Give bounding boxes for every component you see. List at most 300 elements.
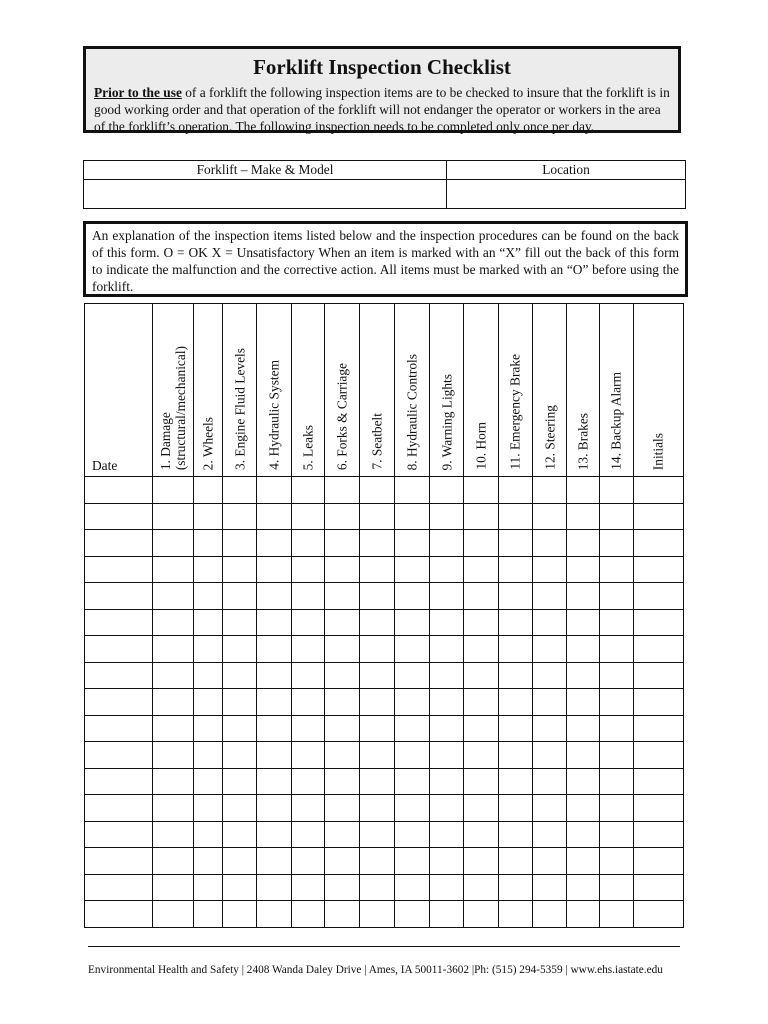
check-cell[interactable] [430,662,464,689]
check-cell[interactable] [498,636,532,663]
check-cell[interactable] [222,742,256,769]
check-cell[interactable] [567,662,600,689]
check-cell[interactable] [532,768,566,795]
check-cell[interactable] [430,556,464,583]
check-cell[interactable] [567,901,600,928]
check-cell[interactable] [430,609,464,636]
check-cell[interactable] [395,715,430,742]
check-cell[interactable] [257,609,292,636]
check-cell[interactable] [324,742,359,769]
check-cell[interactable] [430,689,464,716]
check-cell[interactable] [153,795,193,822]
check-cell[interactable] [222,636,256,663]
check-cell[interactable] [222,662,256,689]
check-cell[interactable] [324,795,359,822]
date-cell[interactable] [85,821,153,848]
date-cell[interactable] [85,662,153,689]
checklist-row [85,768,684,795]
date-cell[interactable] [85,477,153,504]
check-cell[interactable] [464,874,498,901]
check-cell[interactable] [395,662,430,689]
check-cell[interactable] [464,477,498,504]
check-cell[interactable] [430,795,464,822]
check-cell[interactable] [324,636,359,663]
check-cell[interactable] [324,530,359,557]
check-cell[interactable] [430,477,464,504]
check-cell[interactable] [193,768,222,795]
check-cell[interactable] [292,662,324,689]
check-cell[interactable] [395,609,430,636]
check-cell[interactable] [395,689,430,716]
check-cell[interactable] [464,848,498,875]
date-cell[interactable] [85,689,153,716]
check-cell[interactable] [567,848,600,875]
check-cell[interactable] [222,556,256,583]
check-cell[interactable] [633,689,683,716]
location-label: Location [447,161,686,180]
check-cell[interactable] [222,609,256,636]
column-header [292,304,324,477]
check-cell[interactable] [567,477,600,504]
check-cell[interactable] [153,583,193,610]
date-cell[interactable] [85,583,153,610]
check-cell[interactable] [324,874,359,901]
check-cell[interactable] [567,795,600,822]
check-cell[interactable] [359,636,394,663]
check-cell[interactable] [567,556,600,583]
check-cell[interactable] [257,821,292,848]
check-cell[interactable] [222,768,256,795]
column-header [324,304,359,477]
check-cell[interactable] [359,768,394,795]
date-cell[interactable] [85,556,153,583]
footer-divider [88,946,680,947]
check-cell[interactable] [395,556,430,583]
check-cell[interactable] [498,503,532,530]
check-cell[interactable] [395,503,430,530]
check-cell[interactable] [532,901,566,928]
check-cell[interactable] [464,636,498,663]
check-cell[interactable] [532,821,566,848]
check-cell[interactable] [193,636,222,663]
footer-contact: Environmental Health and Safety | 2408 Wanda Daley Drive | Ames, IA 50011-3602 |Ph: (515) 294-5359 | www.ehs.iastate.edu [88,964,663,976]
check-cell[interactable] [359,477,394,504]
check-cell[interactable] [633,556,683,583]
check-cell[interactable] [359,715,394,742]
check-cell[interactable] [222,715,256,742]
check-cell[interactable] [600,609,633,636]
date-cell[interactable] [85,715,153,742]
check-cell[interactable] [633,503,683,530]
check-cell[interactable] [193,503,222,530]
check-cell[interactable] [532,848,566,875]
check-cell[interactable] [464,715,498,742]
check-cell[interactable] [532,530,566,557]
check-cell[interactable] [600,742,633,769]
column-header [359,304,394,477]
check-cell[interactable] [464,503,498,530]
check-cell[interactable] [600,477,633,504]
check-cell[interactable] [498,477,532,504]
check-cell[interactable] [532,662,566,689]
date-cell[interactable] [85,609,153,636]
check-cell[interactable] [633,742,683,769]
check-cell[interactable] [324,609,359,636]
check-cell[interactable] [153,768,193,795]
check-cell[interactable] [567,742,600,769]
check-cell[interactable] [430,901,464,928]
check-cell[interactable] [633,530,683,557]
check-cell[interactable] [222,530,256,557]
check-cell[interactable] [222,583,256,610]
column-header-label: 3. Engine Fluid Levels [232,348,248,470]
check-cell[interactable] [633,609,683,636]
check-cell[interactable] [359,874,394,901]
column-header [395,304,430,477]
check-cell[interactable] [257,556,292,583]
check-cell[interactable] [600,556,633,583]
check-cell[interactable] [257,503,292,530]
check-cell[interactable] [324,583,359,610]
check-cell[interactable] [430,715,464,742]
check-cell[interactable] [633,636,683,663]
check-cell[interactable] [153,848,193,875]
intro-text: of a forklift the following inspection items are to be checked to insure that the forklift is in good working order and that operation of the forklift will not endanger the operator or workers in the area of the forklift’s operation. The following inspection needs to be completed only once per day. [94,85,670,134]
check-cell[interactable] [222,874,256,901]
check-cell[interactable] [567,503,600,530]
check-cell[interactable] [292,477,324,504]
check-cell[interactable] [257,768,292,795]
check-cell[interactable] [498,874,532,901]
check-cell[interactable] [359,742,394,769]
check-cell[interactable] [153,636,193,663]
check-cell[interactable] [257,795,292,822]
check-cell[interactable] [567,689,600,716]
check-cell[interactable] [222,503,256,530]
check-cell[interactable] [193,662,222,689]
check-cell[interactable] [600,636,633,663]
column-header [600,304,633,477]
check-cell[interactable] [153,874,193,901]
check-cell[interactable] [257,715,292,742]
checklist-row [85,530,684,557]
check-cell[interactable] [498,742,532,769]
date-cell[interactable] [85,768,153,795]
date-cell[interactable] [85,848,153,875]
check-cell[interactable] [633,715,683,742]
check-cell[interactable] [257,901,292,928]
check-cell[interactable] [324,503,359,530]
check-cell[interactable] [567,715,600,742]
check-cell[interactable] [257,848,292,875]
check-cell[interactable] [633,583,683,610]
check-cell[interactable] [430,848,464,875]
check-cell[interactable] [395,821,430,848]
check-cell[interactable] [600,583,633,610]
check-cell[interactable] [324,901,359,928]
check-cell[interactable] [257,689,292,716]
check-cell[interactable] [359,583,394,610]
check-cell[interactable] [324,715,359,742]
check-cell[interactable] [257,583,292,610]
check-cell[interactable] [193,901,222,928]
check-cell[interactable] [532,556,566,583]
date-cell[interactable] [85,503,153,530]
column-header-label: 2. Wheels [200,416,216,470]
check-cell[interactable] [532,503,566,530]
check-cell[interactable] [600,795,633,822]
check-cell[interactable] [464,821,498,848]
check-cell[interactable] [633,768,683,795]
check-cell[interactable] [600,715,633,742]
check-cell[interactable] [498,556,532,583]
check-cell[interactable] [153,689,193,716]
check-cell[interactable] [395,636,430,663]
check-cell[interactable] [193,556,222,583]
forklift-info-table [83,160,686,209]
check-cell[interactable] [193,530,222,557]
check-cell[interactable] [567,583,600,610]
check-cell[interactable] [222,477,256,504]
check-cell[interactable] [257,742,292,769]
check-cell[interactable] [395,530,430,557]
check-cell[interactable] [153,556,193,583]
check-cell[interactable] [633,901,683,928]
check-cell[interactable] [395,848,430,875]
check-cell[interactable] [153,742,193,769]
column-header [153,304,193,477]
check-cell[interactable] [292,848,324,875]
check-cell[interactable] [532,742,566,769]
checklist-row [85,662,684,689]
column-header-label: 12. Steering [542,405,558,470]
check-cell[interactable] [359,530,394,557]
check-cell[interactable] [498,689,532,716]
check-cell[interactable] [464,742,498,769]
check-cell[interactable] [292,689,324,716]
check-cell[interactable] [567,821,600,848]
check-cell[interactable] [359,901,394,928]
check-cell[interactable] [359,821,394,848]
check-cell[interactable] [359,503,394,530]
check-cell[interactable] [257,662,292,689]
location-field[interactable] [447,180,686,209]
check-cell[interactable] [498,530,532,557]
check-cell[interactable] [292,768,324,795]
check-cell[interactable] [193,609,222,636]
check-cell[interactable] [222,848,256,875]
check-cell[interactable] [532,715,566,742]
check-cell[interactable] [193,742,222,769]
check-cell[interactable] [292,742,324,769]
check-cell[interactable] [567,530,600,557]
check-cell[interactable] [359,556,394,583]
check-cell[interactable] [292,609,324,636]
check-cell[interactable] [633,795,683,822]
check-cell[interactable] [498,583,532,610]
check-cell[interactable] [292,556,324,583]
check-cell[interactable] [193,874,222,901]
check-cell[interactable] [567,636,600,663]
check-cell[interactable] [633,477,683,504]
check-cell[interactable] [395,795,430,822]
check-cell[interactable] [567,874,600,901]
check-cell[interactable] [395,583,430,610]
check-cell[interactable] [292,636,324,663]
check-cell[interactable] [193,583,222,610]
make-model-field[interactable] [84,180,447,209]
check-cell[interactable] [292,530,324,557]
check-cell[interactable] [292,583,324,610]
check-cell[interactable] [567,609,600,636]
check-cell[interactable] [395,742,430,769]
check-cell[interactable] [430,636,464,663]
check-cell[interactable] [633,874,683,901]
checklist-row [85,556,684,583]
check-cell[interactable] [292,795,324,822]
check-cell[interactable] [532,583,566,610]
check-cell[interactable] [395,477,430,504]
check-cell[interactable] [395,874,430,901]
check-cell[interactable] [600,662,633,689]
check-cell[interactable] [532,795,566,822]
check-cell[interactable] [430,583,464,610]
check-cell[interactable] [464,609,498,636]
date-cell[interactable] [85,742,153,769]
check-cell[interactable] [600,848,633,875]
check-cell[interactable] [359,689,394,716]
check-cell[interactable] [498,768,532,795]
check-cell[interactable] [292,821,324,848]
check-cell[interactable] [359,609,394,636]
check-cell[interactable] [395,768,430,795]
check-cell[interactable] [532,874,566,901]
check-cell[interactable] [464,901,498,928]
check-cell[interactable] [498,662,532,689]
check-cell[interactable] [498,848,532,875]
check-cell[interactable] [292,901,324,928]
date-cell[interactable] [85,874,153,901]
check-cell[interactable] [600,689,633,716]
check-cell[interactable] [600,768,633,795]
check-cell[interactable] [498,795,532,822]
check-cell[interactable] [532,477,566,504]
check-cell[interactable] [153,901,193,928]
check-cell[interactable] [324,768,359,795]
check-cell[interactable] [532,689,566,716]
date-cell[interactable] [85,901,153,928]
check-cell[interactable] [532,636,566,663]
check-cell[interactable] [633,662,683,689]
check-cell[interactable] [324,477,359,504]
checklist-row [85,848,684,875]
check-cell[interactable] [498,715,532,742]
check-cell[interactable] [359,795,394,822]
checklist-row [85,901,684,928]
check-cell[interactable] [430,530,464,557]
check-cell[interactable] [324,848,359,875]
check-cell[interactable] [292,503,324,530]
check-cell[interactable] [193,477,222,504]
check-cell[interactable] [257,874,292,901]
check-cell[interactable] [464,768,498,795]
check-cell[interactable] [464,662,498,689]
check-cell[interactable] [430,821,464,848]
check-cell[interactable] [633,821,683,848]
check-cell[interactable] [430,874,464,901]
check-cell[interactable] [600,874,633,901]
check-cell[interactable] [193,848,222,875]
check-cell[interactable] [600,901,633,928]
check-cell[interactable] [464,689,498,716]
check-cell[interactable] [153,662,193,689]
check-cell[interactable] [153,715,193,742]
date-cell[interactable] [85,795,153,822]
check-cell[interactable] [153,530,193,557]
check-cell[interactable] [359,848,394,875]
check-cell[interactable] [464,583,498,610]
check-cell[interactable] [600,503,633,530]
check-cell[interactable] [324,556,359,583]
column-header [193,304,222,477]
check-cell[interactable] [153,477,193,504]
check-cell[interactable] [600,530,633,557]
check-cell[interactable] [324,662,359,689]
check-cell[interactable] [633,848,683,875]
check-cell[interactable] [567,768,600,795]
date-cell[interactable] [85,636,153,663]
check-cell[interactable] [430,503,464,530]
check-cell[interactable] [193,715,222,742]
check-cell[interactable] [153,503,193,530]
check-cell[interactable] [498,609,532,636]
check-cell[interactable] [600,821,633,848]
check-cell[interactable] [498,821,532,848]
check-cell[interactable] [292,715,324,742]
check-cell[interactable] [430,742,464,769]
check-cell[interactable] [464,556,498,583]
check-cell[interactable] [257,477,292,504]
check-cell[interactable] [193,821,222,848]
check-cell[interactable] [222,795,256,822]
check-cell[interactable] [257,636,292,663]
check-cell[interactable] [324,689,359,716]
check-cell[interactable] [153,609,193,636]
check-cell[interactable] [359,662,394,689]
check-cell[interactable] [532,609,566,636]
column-header-label: 10. Horn [473,422,489,470]
check-cell[interactable] [395,901,430,928]
date-cell[interactable] [85,530,153,557]
check-cell[interactable] [153,821,193,848]
check-cell[interactable] [257,530,292,557]
check-cell[interactable] [222,821,256,848]
intro-bold-text: Prior to the use [94,85,182,100]
check-cell[interactable] [222,901,256,928]
column-header [464,304,498,477]
check-cell[interactable] [324,821,359,848]
check-cell[interactable] [498,901,532,928]
check-cell[interactable] [193,689,222,716]
column-header-label: 14. Backup Alarm [608,372,624,470]
check-cell[interactable] [430,768,464,795]
check-cell[interactable] [464,795,498,822]
date-header [85,304,153,477]
check-cell[interactable] [222,689,256,716]
check-cell[interactable] [464,530,498,557]
check-cell[interactable] [292,874,324,901]
check-cell[interactable] [193,795,222,822]
